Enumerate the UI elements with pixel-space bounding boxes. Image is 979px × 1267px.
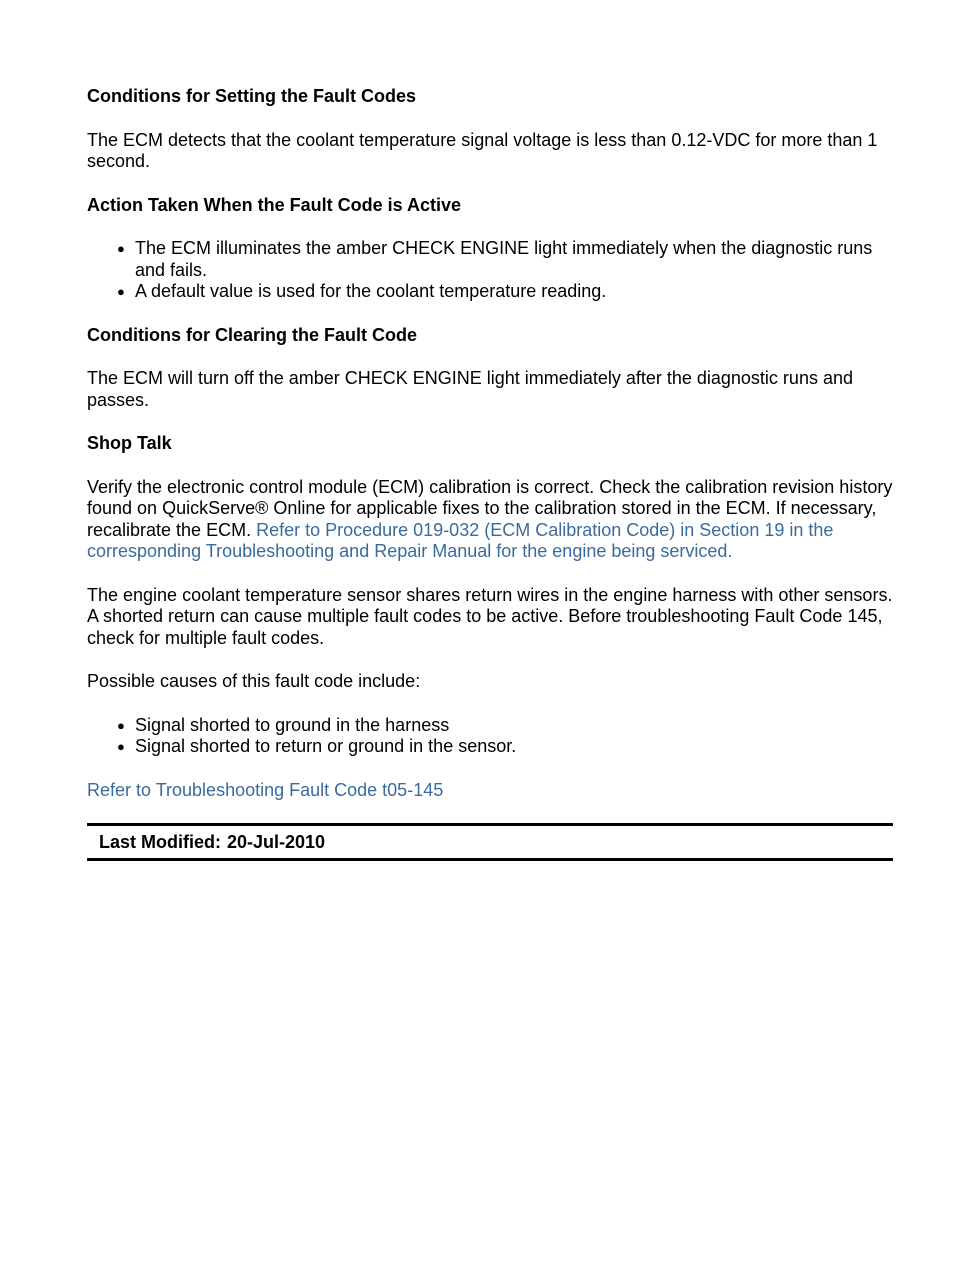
- causes-list: [87, 715, 893, 758]
- last-modified-bar: [87, 823, 893, 861]
- shoptalk-paragraph: [87, 477, 893, 563]
- last-modified-date: 20-Jul-2010: [227, 832, 326, 852]
- ecm-calibration-procedure-link[interactable]: Refer to Procedure 019-032 (ECM Calibration Code) in Section 19 in the corresponding Troubleshooting and Repair Manual for the engine being serviced.: [87, 519, 834, 561]
- list-item: [117, 238, 893, 281]
- clearing-text: The ECM will turn off the amber CHECK ENGINE light immediately after the diagnostic runs and passes.: [87, 368, 853, 410]
- list-item-text: Signal shorted to return or ground in the sensor.: [135, 736, 517, 756]
- troubleshooting-fault-code-link[interactable]: Refer to Troubleshooting Fault Code t05-145: [87, 779, 444, 800]
- shoptalk-heading: Shop Talk: [87, 433, 172, 453]
- last-modified-label: Last Modified:: [99, 832, 221, 852]
- setting-text: The ECM detects that the coolant temperature signal voltage is less than 0.12-VDC for more than 1 second.: [87, 129, 878, 171]
- bullet-icon: ●: [117, 284, 125, 299]
- refer-paragraph: [87, 780, 893, 802]
- sensor-text: The engine coolant temperature sensor shares return wires in the engine harness with other sensors. A shorted return can cause multiple fault codes to be active. Before troubleshooting Fault Code 145, check for multiple fault codes.: [87, 584, 893, 648]
- shoptalk-text: Verify the electronic control module (ECM) calibration is correct. Check the calibration revision history found on QuickServe® Online for applicable fixes to the calibration stored in the ECM. If necessary, recalibrate the ECM.: [87, 476, 893, 540]
- document-page: [87, 86, 893, 861]
- action-heading: Action Taken When the Fault Code is Active: [87, 194, 462, 215]
- list-item-text: A default value is used for the coolant temperature reading.: [135, 281, 607, 301]
- clearing-heading: Conditions for Clearing the Fault Code: [87, 324, 417, 345]
- list-item-text: Signal shorted to ground in the harness: [135, 714, 450, 735]
- bullet-icon: ●: [117, 241, 125, 256]
- list-item: [117, 281, 893, 303]
- bullet-icon: ●: [117, 717, 125, 733]
- list-item-text: The ECM illuminates the amber CHECK ENGINE light immediately when the diagnostic runs and fails.: [135, 238, 873, 280]
- list-item: [117, 714, 893, 737]
- action-list: [87, 238, 893, 303]
- bullet-icon: ●: [117, 739, 125, 754]
- setting-heading: Conditions for Setting the Fault Codes: [87, 86, 416, 106]
- causes-intro: Possible causes of this fault code include:: [87, 671, 421, 691]
- list-item: [117, 736, 893, 758]
